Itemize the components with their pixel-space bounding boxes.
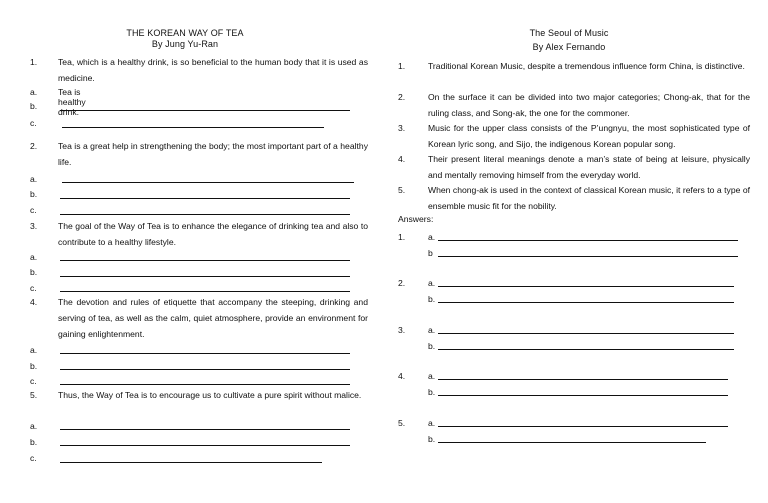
answer-line[interactable] [60,276,350,277]
answer-line-a[interactable] [438,240,738,241]
answer-line-b[interactable] [438,349,734,350]
left-title: THE KOREAN WAY OF TEA [126,28,244,38]
answer-line-a[interactable] [438,426,728,427]
answer-label: a. [428,371,436,381]
answer-label: a. [428,232,436,242]
question-text: Thus, the Way of Tea is to encourage us to cultivate a pure spirit without malice. [58,390,362,400]
question-text: Music for the upper class consists of the P’ungnyu, the most sophisticated type of Korean lyric song, and Sijo, the indigenous Korean popular song. [428,123,750,149]
question-number: 1. [398,61,406,71]
answer-label: a. [428,418,436,428]
answer-line[interactable] [60,291,350,292]
answer-line[interactable] [60,369,350,370]
answer-line[interactable] [60,214,350,215]
answer-label: a. [30,252,38,262]
question-number: 2. [398,92,406,102]
answer-line-b[interactable] [438,395,728,396]
answer-label: a. [30,87,38,97]
question-number: 4. [30,297,38,307]
answer-label: a. [428,278,436,288]
answer-label: a. [30,345,38,355]
answer-line[interactable] [60,198,350,199]
answer-line[interactable] [62,127,324,128]
answer-label: c. [30,283,37,293]
question-number: 5. [30,390,38,400]
right-title: The Seoul of Music [529,28,609,38]
answer-label: c. [30,376,37,386]
left-author: By Jung Yu-Ran [151,39,219,49]
question-number: 4. [398,154,406,164]
answer-label: c. [30,453,37,463]
answer-line[interactable] [60,445,350,446]
question-text: The devotion and rules of etiquette that accompany the steeping, drinking and serving of tea, as well as the calm, quiet atmosphere, provide an environment for gaining enlightenment. [58,297,368,339]
question-number: 2. [30,141,38,151]
question-number: 5. [398,185,406,195]
answer-label: a. [30,421,38,431]
answer-line-b[interactable] [438,256,738,257]
question-text: The goal of the Way of Tea is to enhance the elegance of drinking tea and also to contribute to a healthy lifestyle. [58,221,368,247]
question-text: Tea is a great help in strengthening the body; the most important part of a healthy life. [58,141,368,167]
question-text: Tea, which is a healthy drink, is so beneficial to the human body that it is used as medicine. [58,57,368,83]
answer-line[interactable] [60,110,350,111]
answer-line-b[interactable] [438,442,706,443]
answer-label: c. [30,118,37,128]
answer-label: b. [30,361,38,371]
answer-line[interactable] [60,429,350,430]
right-title-block [484,28,654,53]
answer-number: 4. [398,371,406,381]
answer-label: b. [428,434,436,444]
question-number: 1. [30,57,38,67]
question-text: Traditional Korean Music, despite a tremendous influence form China, is distinctive. [428,61,745,71]
answer-label: b. [30,189,38,199]
answer-line[interactable] [60,260,350,261]
question-number: 3. [398,123,406,133]
answer-line[interactable] [60,462,322,463]
answer-line-a[interactable] [438,379,728,380]
answer-text: Tea is healthy drink. [58,87,86,117]
answer-number: 2. [398,278,406,288]
answer-label: b. [30,101,38,111]
answer-line[interactable] [60,384,350,385]
answer-line-b[interactable] [438,302,734,303]
right-author: By Alex Fernando [532,42,606,52]
answer-label: b. [428,387,436,397]
answer-label: b. [30,437,38,447]
left-title-block [60,28,310,50]
answer-label: b. [30,267,38,277]
answer-line[interactable] [62,182,354,183]
answers-heading: Answers: [398,214,434,224]
answer-label: b. [428,341,436,351]
answer-line-a[interactable] [438,333,734,334]
question-text: Their present literal meanings denote a man’s state of being at leisure, physically and mentally removing himself from the everyday world. [428,154,750,180]
answer-label: a. [30,174,38,184]
question-text: On the surface it can be divided into two major categories; Chong-ak, that for the ruling class, and Song-ak, the one for the commoner. [428,92,750,118]
answer-number: 5. [398,418,406,428]
answer-number: 1. [398,232,406,242]
answer-label: b [428,248,433,258]
answer-label: b. [428,294,436,304]
answer-line-a[interactable] [438,286,734,287]
answer-number: 3. [398,325,406,335]
question-text: When chong-ak is used in the context of classical Korean music, it refers to a type of ensemble music fit for the nobility. [428,185,750,211]
answer-line[interactable] [60,353,350,354]
question-number: 3. [30,221,38,231]
answer-label: a. [428,325,436,335]
answer-label: c. [30,205,37,215]
